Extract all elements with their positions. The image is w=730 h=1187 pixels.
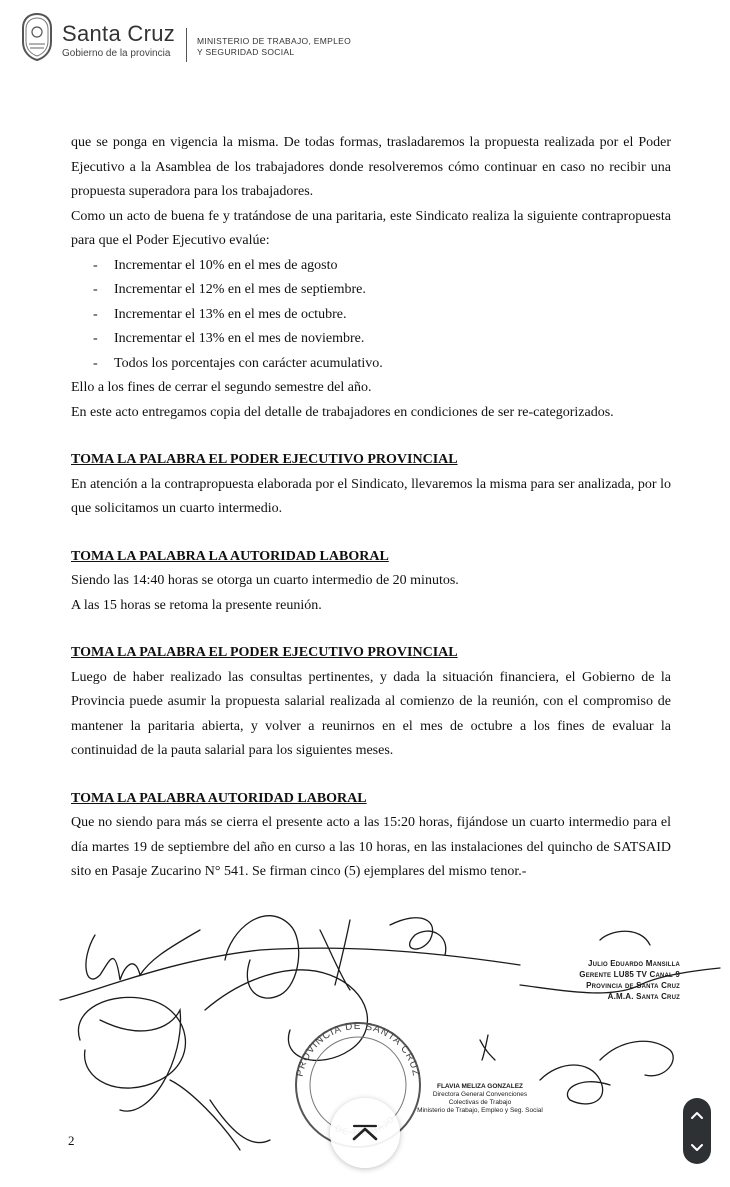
signatory-title: Gerente LU85 TV Canal 9 — [579, 970, 680, 979]
signatory-title: Directora General Convenciones — [432, 1091, 528, 1098]
list-item-text: Todos los porcentajes con carácter acumulativo. — [114, 355, 383, 371]
list-item-text: Incrementar el 10% en el mes de agosto — [114, 257, 338, 273]
header-divider — [186, 28, 187, 62]
chevron-up-icon — [350, 1123, 380, 1143]
bullet-marker: - — [93, 257, 98, 273]
brand-subtitle: Gobierno de la provincia — [62, 48, 171, 59]
brand — [62, 22, 175, 60]
section-heading: TOMA LA PALABRA LA AUTORIDAD LABORAL — [71, 548, 389, 564]
paragraph: Siendo las 14:40 horas se otorga un cuarto intermedio de 20 minutos. — [71, 573, 459, 588]
bullet-marker: - — [93, 331, 98, 346]
section-heading: TOMA LA PALABRA EL PODER EJECUTIVO PROVINCIAL — [71, 452, 458, 467]
proposal-list — [71, 254, 671, 377]
svg-text:PROVINCIA DE SANTA CRUZ — [295, 1021, 422, 1078]
brand-name: Santa Cruz — [62, 21, 176, 46]
ministry-line-1: MINISTERIO DE TRABAJO, EMPLEO — [197, 36, 352, 46]
section-heading: TOMA LA PALABRA EL PODER EJECUTIVO PROVINCIAL — [71, 645, 458, 660]
paragraph: Que no siendo para más se cierra el presente acto a las 15:20 horas, fijándose un cuarto intermedio para el día martes 19 de septiembre del año en curso a las 10 horas, en las instalaciones del quincho de SATSAID sito en Pasaje Zucarino N° 541. Se firman cinco (5) ejemplares del mismo tenor.- — [71, 815, 671, 879]
list-item-text: Incrementar el 13% en el mes de noviembre. — [114, 331, 365, 346]
signatory-name: FLAVIA MELIZA GONZALEZ — [436, 1083, 524, 1090]
paragraph: Luego de haber realizado las consultas pertinentes, y dada la situación financiera, el Gobierno de la Provincia puede asumir la propuesta salarial realizada al comienzo de la reunión, con el compromiso de mantener la paritaria abierta, y volver a reunirnos en el mes de octubre a los fines de evaluar la continuidad de la pauta salarial para los siguientes meses. — [71, 669, 671, 758]
chevron-down-icon[interactable] — [690, 1143, 704, 1153]
paragraph: En atención a la contrapropuesta elaborada por el Sindicato, llevaremos la misma para ser analizada, por lo que solicitamos un cuarto intermedio. — [71, 476, 671, 516]
signatory-name: Julio Eduardo Mansilla — [588, 959, 680, 968]
paragraph: Ello a los fines de cerrar el segundo semestre del año. — [71, 380, 372, 395]
ministry-line-2: Y SEGURIDAD SOCIAL — [197, 47, 295, 57]
stamp-text: PROVINCIA DE SANTA CRUZ — [294, 1020, 422, 1078]
list-item — [71, 352, 671, 377]
list-item-text: Incrementar el 12% en el mes de septiembre. — [114, 282, 366, 297]
signatory-title: Colectivas de Trabajo — [448, 1099, 512, 1106]
paragraph: En este acto entregamos copia del detalle de trabajadores en condiciones de ser re-categorizados. — [71, 404, 614, 420]
paragraph: A las 15 horas se retoma la presente reunión. — [71, 597, 322, 613]
document-body — [71, 131, 671, 885]
bullet-marker: - — [93, 282, 98, 297]
province-shield-icon — [20, 12, 54, 62]
signature-block-mansilla — [520, 958, 680, 1002]
list-item-text: Incrementar el 13% en el mes de octubre. — [114, 306, 347, 322]
document-header — [0, 0, 730, 80]
signatory-title: Ministerio de Trabajo, Empleo y Seg. Social — [417, 1107, 543, 1114]
paragraph: que se ponga en vigencia la misma. De todas formas, trasladaremos la propuesta realizada por el Poder Ejecutivo a la Asamblea de los trabajadores donde resolveremos cómo continuar en caso no recibir una propuesta superadora para los trabajadores. — [71, 135, 671, 199]
signature-block-gonzalez — [400, 1083, 560, 1115]
list-item — [71, 254, 671, 279]
page-scroll-control[interactable] — [683, 1098, 711, 1164]
page-number: 2 — [68, 1133, 75, 1148]
section-heading: TOMA LA PALABRA AUTORIDAD LABORAL — [71, 790, 367, 806]
list-item — [71, 303, 671, 328]
list-item — [71, 278, 671, 303]
bullet-marker: - — [93, 355, 98, 371]
signatory-title: A.M.A. Santa Cruz — [607, 992, 680, 1001]
signatory-title: Provincia de Santa Cruz — [586, 981, 680, 990]
paragraph: Como un acto de buena fe y tratándose de una paritaria, este Sindicato realiza la siguiente contrapropuesta para que el Poder Ejecutivo evalúe: — [71, 208, 671, 248]
scroll-to-top-button[interactable] — [330, 1098, 400, 1168]
bullet-marker: - — [93, 306, 98, 322]
list-item — [71, 327, 671, 352]
ministry-name — [197, 36, 351, 58]
chevron-up-icon[interactable] — [690, 1110, 704, 1120]
